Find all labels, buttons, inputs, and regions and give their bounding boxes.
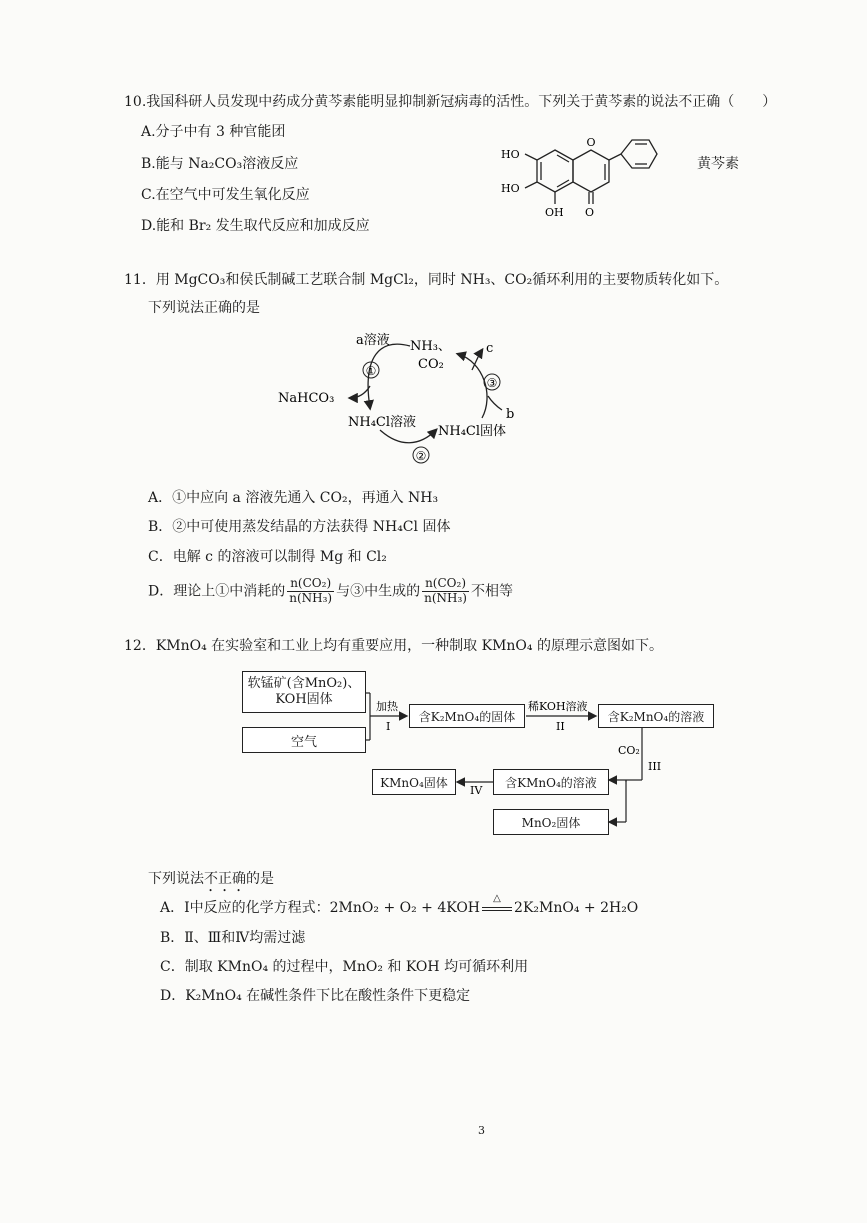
q12-sub-emphasis: 不正确: [204, 871, 246, 887]
dilute-koh-label: 稀KOH溶液: [528, 700, 588, 713]
q12-a-post: 2K₂MnO₄ + 2H₂O: [514, 900, 639, 916]
oh-label-1: HO: [501, 148, 520, 161]
b-label: b: [506, 407, 515, 422]
air-label: 空气: [290, 734, 317, 750]
q12-option-d: D．K₂MnO₄ 在碱性条件下比在酸性条件下更稳定: [160, 988, 471, 1004]
step2-label: ②: [415, 449, 427, 463]
fraction-1-den: n(NH₃): [289, 590, 333, 605]
step-iv-label: IV: [470, 784, 483, 797]
step-iii-label: III: [648, 760, 662, 773]
q11-option-a: A．①中应向 a 溶液先通入 CO₂，再通入 NH₃: [148, 490, 439, 506]
fraction-2-den: n(NH₃): [424, 590, 467, 605]
q10-option-b: B.能与 Na₂CO₃溶液反应: [141, 156, 299, 172]
c-label: c: [486, 341, 494, 356]
co2-flow-label: CO₂: [618, 744, 640, 757]
q11-stem: 11．用 MgCO₃和侯氏制碱工艺联合制 MgCl₂，同时 NH₃、CO₂循环利用的主要物质转化如下。: [124, 272, 729, 288]
q12-sub-post: 的是: [246, 871, 274, 887]
fraction-2-num: n(CO₂): [422, 577, 469, 592]
q12-option-c: C．制取 KMnO₄ 的过程中，MnO₂ 和 KOH 均可循环利用: [160, 959, 529, 975]
q11-d-pre: D．理论上①中消耗的: [148, 583, 286, 600]
a-solution-label: a溶液: [356, 333, 390, 348]
q10-option-a: A.分子中有 3 种官能团: [141, 124, 286, 140]
mno2-solid-label: MnO₂固体: [521, 815, 581, 830]
k2mno4-solution-label: 含K₂MnO₄的溶液: [607, 709, 705, 724]
koh-label: KOH固体: [275, 692, 333, 707]
q10-option-d: D.能和 Br₂ 发生取代反应和加成反应: [141, 218, 370, 234]
ring-oxygen-label: O: [586, 136, 596, 149]
carbonyl-o-label: O: [585, 206, 595, 219]
kmno4-solid-label: KMnO₄固体: [380, 775, 448, 790]
q12-sub-pre: 下列说法: [148, 871, 204, 887]
page-number: 3: [478, 1124, 485, 1137]
fraction-1: [287, 577, 334, 606]
step-i-label: I: [386, 720, 391, 733]
q11-option-b: B．②中可使用蒸发结晶的方法获得 NH₄Cl 固体: [148, 519, 451, 535]
step3-label: ③: [486, 376, 498, 390]
q10-stem: 10.我国科研人员发现中药成分黄芩素能明显抑制新冠病毒的活性。下列关于黄芩素的说法不正确（ ）: [124, 94, 777, 110]
q12-stem: 12．KMnO₄ 在实验室和工业上均有重要应用，一种制取 KMnO₄ 的原理示意图如下。: [124, 638, 663, 654]
reaction-arrow: [482, 893, 512, 915]
q10-option-c: C.在空气中可发生氧化反应: [141, 187, 310, 203]
oh-label-2: HO: [501, 182, 520, 195]
nh3-label: NH₃、: [410, 339, 451, 354]
nh4cl-solution-label: NH₄Cl溶液: [348, 415, 417, 430]
co2-label: CO₂: [418, 357, 444, 372]
q11-sub: 下列说法正确的是: [148, 300, 260, 316]
q11-d-post: 不相等: [470, 583, 513, 600]
q12-option-b: B．Ⅱ、Ⅲ和Ⅳ均需过滤: [160, 930, 306, 946]
kmno4-solution-label: 含KMnO₄的溶液: [505, 775, 597, 790]
ore-box: [242, 671, 366, 713]
q12-option-a: [160, 893, 639, 917]
fraction-1-num: n(CO₂): [287, 577, 334, 592]
cycle-diagram: [270, 326, 530, 472]
step1-label: ①: [365, 364, 377, 378]
ore-label: 软锰矿(含MnO₂)、: [247, 675, 361, 691]
q11-option-c: C．电解 c 的溶液可以制得 Mg 和 Cl₂: [148, 549, 387, 565]
q11-d-mid: 与③中生成的: [336, 583, 421, 600]
heat-symbol: △: [493, 893, 501, 904]
step-ii-label: II: [556, 720, 565, 733]
k2mno4-solid-label: 含K₂MnO₄的固体: [418, 709, 516, 724]
heat-label: 加热: [376, 700, 398, 713]
q11-option-d: [148, 577, 513, 606]
q12-a-pre: A．Ⅰ中反应的化学方程式：2MnO₂ + O₂ + 4KOH: [160, 900, 481, 916]
nahco3-label: NaHCO₃: [278, 391, 335, 406]
q12-sub: [148, 871, 274, 895]
baicalein-structure: [495, 128, 670, 224]
flow-arrows: [360, 690, 730, 840]
nh4cl-solid-label: NH₄Cl固体: [438, 424, 507, 439]
fraction-2: [422, 577, 469, 606]
oh-label-3: OH: [545, 206, 564, 219]
air-box: [242, 727, 366, 753]
molecule-name: 黄芩素: [697, 156, 739, 172]
